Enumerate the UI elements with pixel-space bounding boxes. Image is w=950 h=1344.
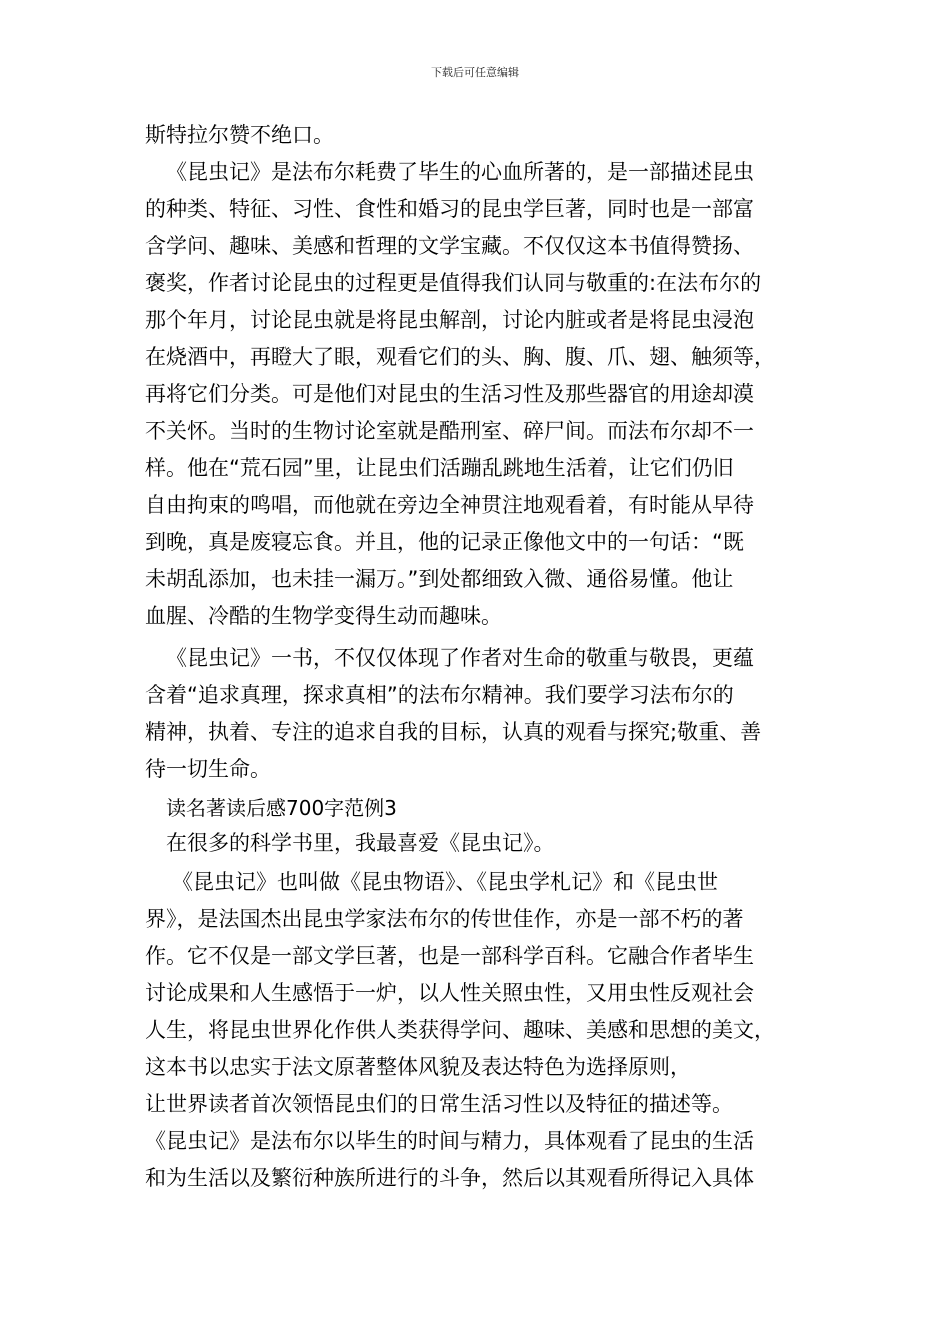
text-line: 和为生活以及繁衍种族所进行的斗争，然后以其观看所得记入具体 — [145, 1166, 754, 1190]
text-line: 那个年月，讨论昆虫就是将昆虫解剖，讨论内脏或者是将昆虫浸泡 — [145, 308, 754, 332]
text-line: 这本书以忠实于法文原著整体风貌及表达特色为选择原则， — [145, 1055, 691, 1079]
text-line: 血腥、冷酷的生物学变得生动而趣味。 — [145, 604, 502, 628]
text-line: 斯特拉尔赞不绝口。 — [145, 123, 334, 147]
text-line: 样。他在“荒石园”里，让昆虫们活蹦乱跳地生活着，让它们仍旧 — [145, 456, 734, 480]
text-line: 在烧酒中，再瞪大了眼，观看它们的头、胸、腹、爪、翅、触须等， — [145, 345, 775, 369]
text-line: 人生，将昆虫世界化作供人类获得学问、趣味、美感和思想的美文， — [145, 1018, 775, 1042]
text-line: 到晚，真是废寝忘食。并且，他的记录正像他文中的一句话：“既 — [145, 530, 744, 554]
text-line: 含学问、趣味、美感和哲理的文学宝藏。不仅仅这本书值得赞扬、 — [145, 234, 754, 258]
text-line: 褒奖，作者讨论昆虫的过程更是值得我们认同与敬重的:在法布尔的 — [145, 271, 762, 295]
text-line: 不关怀。当时的生物讨论室就是酷刑室、碎尸间。而法布尔却不一 — [145, 419, 754, 443]
text-line: 让世界读者首次领悟昆虫们的日常生活习性以及特征的描述等。 — [145, 1092, 733, 1116]
text-line: 再将它们分类。可是他们对昆虫的生活习性及那些器官的用途却漠 — [145, 382, 754, 406]
text-line: 含着“追求真理，探求真相”的法布尔精神。我们要学习法布尔的 — [145, 683, 734, 707]
text-line: 《昆虫记》是法布尔以毕生的时间与精力，具体观看了昆虫的生活 — [145, 1129, 754, 1153]
text-line: 未胡乱添加，也未挂一漏万。”到处都细致入微、通俗易懂。他让 — [145, 567, 734, 591]
text-line: 精神，执着、专注的追求自我的目标，认真的观看与探究;敬重、善 — [145, 720, 762, 744]
paragraph-start: 在很多的科学书里，我最喜爱《昆虫记》。 — [166, 831, 555, 855]
text-line: 作。它不仅是一部文学巨著，也是一部科学百科。它融合作者毕生 — [145, 944, 754, 968]
text-line: 讨论成果和人生感悟于一炉，以人性关照虫性，又用虫性反观社会 — [145, 981, 754, 1005]
text-line: 待一切生命。 — [145, 757, 271, 781]
paragraph-start: 《昆虫记》是法布尔耗费了毕生的心血所著的，是一部描述昆虫 — [166, 160, 754, 184]
text-line: 自由拘束的鸣唱，而他就在旁边全神贯注地观看着，有时能从早待 — [145, 493, 754, 517]
text-line: 界》，是法国杰出昆虫学家法布尔的传世佳作，亦是一部不朽的著 — [145, 907, 744, 931]
text-line: 的种类、特征、习性、食性和婚习的昆虫学巨著，同时也是一部富 — [145, 197, 754, 221]
page-header: 下载后可任意编辑 — [431, 66, 519, 79]
paragraph-start: 《昆虫记》也叫做《昆虫物语》、《昆虫学札记》和《昆虫世 — [172, 870, 718, 894]
section-heading: 读名著读后感700字范例3 — [166, 796, 397, 820]
paragraph-start: 《昆虫记》一书，不仅仅体现了作者对生命的敬重与敬畏，更蕴 — [166, 646, 754, 670]
